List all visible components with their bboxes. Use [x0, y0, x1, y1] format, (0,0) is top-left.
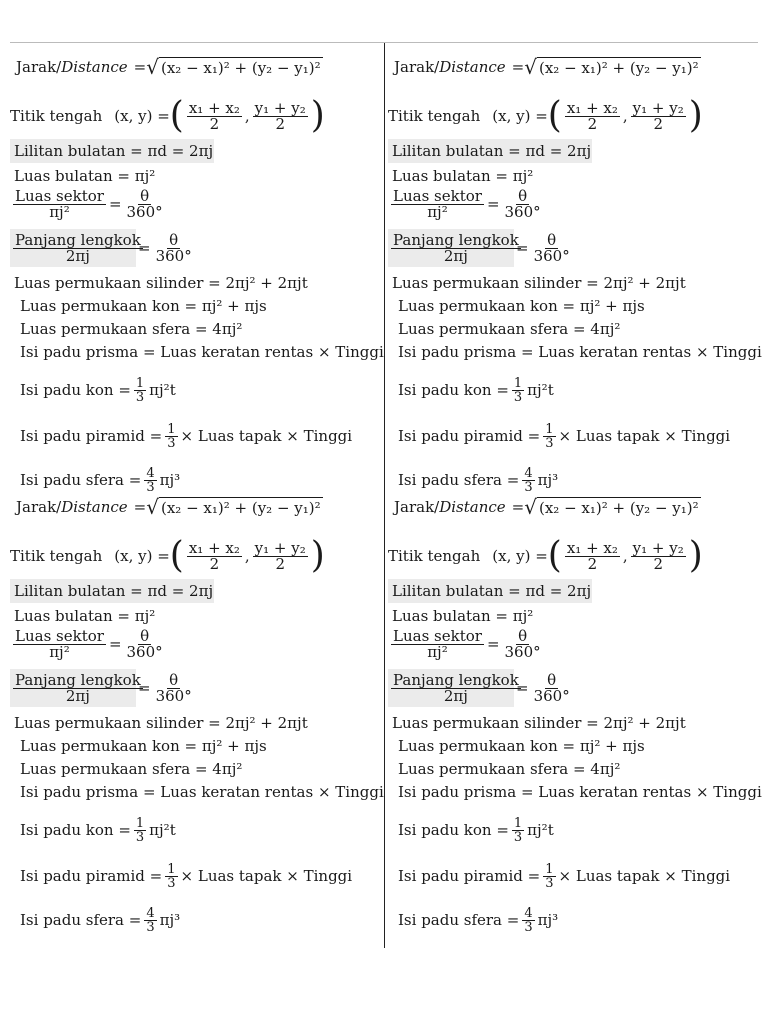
circle-area-formula: Luas bulatan = πj² — [14, 607, 156, 625]
sector-area-formula: $\frac{\text{Luas sektor}}{\text{πj²}}$ = $\frac{\theta}{360^\circ}$ — [15, 626, 163, 661]
midpoint-formula: Titik tengah (x, y) = ( $\frac{\text{x₁ + x₂}}{2}$ , $\frac{\text{y₁ + y₂}}{2}$ ) — [388, 95, 703, 136]
prism-volume-formula: Isi padu prisma = Luas keratan rentas × Tinggi — [398, 783, 762, 801]
sphere-area-formula: Luas permukaan sfera = 4πj² — [398, 320, 621, 338]
formula-panel-top-left — [10, 44, 386, 504]
circumference-formula: Lilitan bulatan = πd = 2πj — [10, 139, 214, 163]
cone-volume-formula: Isi padu kon = $\frac{1}{3}$ πj²t — [20, 375, 176, 405]
cone-area-formula: Luas permukaan kon = πj² + πjs — [20, 737, 267, 755]
circumference-formula: Lilitan bulatan = πd = 2πj — [388, 139, 592, 163]
square-root-icon: √ (x₂ − x₁)² + (y₂ − y₁)² — [146, 495, 321, 519]
cylinder-area-formula: Luas permukaan silinder = 2πj² + 2πjt — [14, 714, 308, 732]
cone-area-formula: Luas permukaan kon = πj² + πjs — [398, 297, 645, 315]
formula-panel-bottom-right — [388, 484, 764, 944]
arc-length-rhs: = $\frac{\theta}{360^\circ}$ — [516, 230, 570, 265]
sphere-volume-formula: Isi padu sfera = $\frac{4}{3}$ πj³ — [398, 905, 559, 935]
pyramid-volume-formula: Isi padu piramid = $\frac{1}{3}$ × Luas tapak × Tinggi — [398, 421, 731, 451]
cylinder-area-formula: Luas permukaan silinder = 2πj² + 2πjt — [392, 274, 686, 292]
circle-area-formula: Luas bulatan = πj² — [14, 167, 156, 185]
square-root-icon: √ (x₂ − x₁)² + (y₂ − y₁)² — [524, 495, 699, 519]
circle-area-formula: Luas bulatan = πj² — [392, 607, 534, 625]
cone-volume-formula: Isi padu kon = $\frac{1}{3}$ πj²t — [398, 815, 554, 845]
square-root-icon: √ (x₂ − x₁)² + (y₂ − y₁)² — [524, 55, 699, 79]
pyramid-volume-formula: Isi padu piramid = $\frac{1}{3}$ × Luas tapak × Tinggi — [398, 861, 731, 891]
circle-area-formula: Luas bulatan = πj² — [392, 167, 534, 185]
arc-length-formula: $\frac{\text{Panjang lengkok}}{2\pi j}$ — [388, 669, 514, 707]
distance-formula: Jarak/ Distance = √ (x₂ − x₁)² + (y₂ − y₁)² — [394, 495, 699, 519]
formula-panel-bottom-left — [10, 484, 386, 944]
prism-volume-formula: Isi padu prisma = Luas keratan rentas × Tinggi — [20, 783, 384, 801]
page-rule-top — [10, 42, 758, 43]
distance-formula: Jarak/ Distance = √ (x₂ − x₁)² + (y₂ − y₁)² — [394, 55, 699, 79]
distance-formula: Jarak/ Distance = √ (x₂ − x₁)² + (y₂ − y₁)² — [16, 495, 321, 519]
formula-panel-top-right — [388, 44, 764, 504]
circumference-formula: Lilitan bulatan = πd = 2πj — [388, 579, 592, 603]
arc-length-rhs: = $\frac{\theta}{360^\circ}$ — [516, 670, 570, 705]
midpoint-formula: Titik tengah (x, y) = ( $\frac{\text{x₁ + x₂}}{2}$ , $\frac{\text{y₁ + y₂}}{2}$ ) — [10, 535, 325, 576]
sector-area-formula: $\frac{\text{Luas sektor}}{\text{πj²}}$ = $\frac{\theta}{360^\circ}$ — [15, 186, 163, 221]
circumference-formula: Lilitan bulatan = πd = 2πj — [10, 579, 214, 603]
sector-area-formula: $\frac{\text{Luas sektor}}{\text{πj²}}$ = $\frac{\theta}{360^\circ}$ — [393, 626, 541, 661]
sphere-volume-formula: Isi padu sfera = $\frac{4}{3}$ πj³ — [398, 465, 559, 495]
cone-volume-formula: Isi padu kon = $\frac{1}{3}$ πj²t — [20, 815, 176, 845]
sector-area-formula: $\frac{\text{Luas sektor}}{\text{πj²}}$ = $\frac{\theta}{360^\circ}$ — [393, 186, 541, 221]
arc-length-rhs: = $\frac{\theta}{360^\circ}$ — [138, 230, 192, 265]
cone-area-formula: Luas permukaan kon = πj² + πjs — [398, 737, 645, 755]
cone-volume-formula: Isi padu kon = $\frac{1}{3}$ πj²t — [398, 375, 554, 405]
cylinder-area-formula: Luas permukaan silinder = 2πj² + 2πjt — [14, 274, 308, 292]
sphere-area-formula: Luas permukaan sfera = 4πj² — [398, 760, 621, 778]
sphere-area-formula: Luas permukaan sfera = 4πj² — [20, 320, 243, 338]
arc-length-formula: $\frac{\text{Panjang lengkok}}{2\pi j}$ — [10, 229, 136, 267]
midpoint-formula: Titik tengah (x, y) = ( $\frac{\text{x₁ + x₂}}{2}$ , $\frac{\text{y₁ + y₂}}{2}$ ) — [388, 535, 703, 576]
cone-area-formula: Luas permukaan kon = πj² + πjs — [20, 297, 267, 315]
prism-volume-formula: Isi padu prisma = Luas keratan rentas × Tinggi — [398, 343, 762, 361]
arc-length-rhs: = $\frac{\theta}{360^\circ}$ — [138, 670, 192, 705]
cylinder-area-formula: Luas permukaan silinder = 2πj² + 2πjt — [392, 714, 686, 732]
square-root-icon: √ (x₂ − x₁)² + (y₂ − y₁)² — [146, 55, 321, 79]
arc-length-formula: $\frac{\text{Panjang lengkok}}{2\pi j}$ — [388, 229, 514, 267]
sphere-volume-formula: Isi padu sfera = $\frac{4}{3}$ πj³ — [20, 465, 181, 495]
prism-volume-formula: Isi padu prisma = Luas keratan rentas × Tinggi — [20, 343, 384, 361]
sphere-volume-formula: Isi padu sfera = $\frac{4}{3}$ πj³ — [20, 905, 181, 935]
midpoint-formula: Titik tengah (x, y) = ( $\frac{\text{x₁ + x₂}}{2}$ , $\frac{\text{y₁ + y₂}}{2}$ ) — [10, 95, 325, 136]
pyramid-volume-formula: Isi padu piramid = $\frac{1}{3}$ × Luas tapak × Tinggi — [20, 861, 353, 891]
distance-formula: Jarak/ Distance = √ (x₂ − x₁)² + (y₂ − y₁)² — [16, 55, 321, 79]
sphere-area-formula: Luas permukaan sfera = 4πj² — [20, 760, 243, 778]
arc-length-formula: $\frac{\text{Panjang lengkok}}{2\pi j}$ — [10, 669, 136, 707]
pyramid-volume-formula: Isi padu piramid = $\frac{1}{3}$ × Luas tapak × Tinggi — [20, 421, 353, 451]
